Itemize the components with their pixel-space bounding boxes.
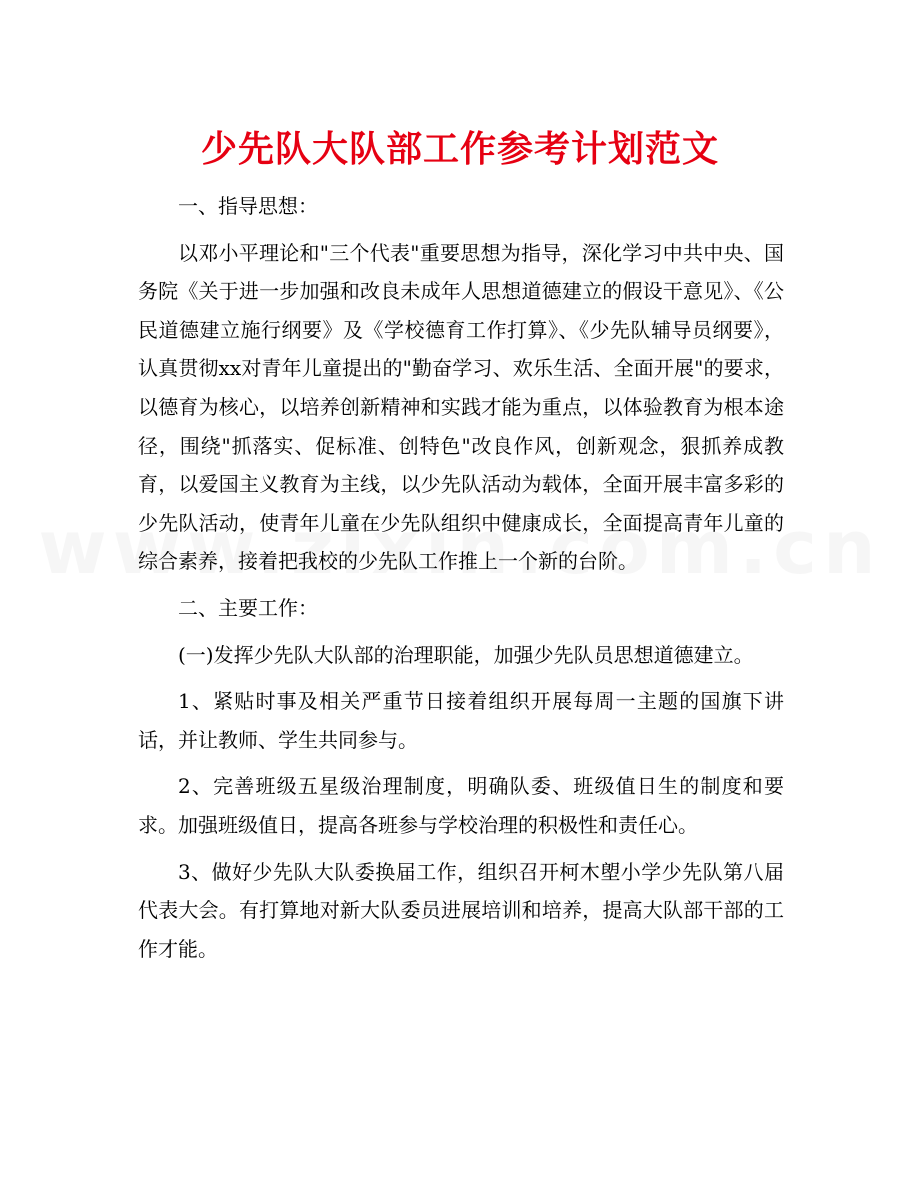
- document-title: 少先队大队部工作参考计划范文: [200, 129, 719, 170]
- subheading-1: (一)发挥少先队大队部的治理职能，加强少先队员思想道德建立。: [178, 642, 754, 667]
- list-item-2: 2、完善班级五星级治理制度，明确队委、班级值日生的制度和要求。加强班级值日，提高各班参与学校治理的积极性和责任心。: [138, 774, 784, 837]
- heading-guiding-thought: 一、指导思想：: [178, 194, 318, 218]
- document-body: [138, 187, 784, 976]
- heading-main-work: 二、主要工作：: [178, 595, 318, 620]
- paragraph-guiding-thought: 以邓小平理论和"三个代表"重要思想为指导，深化学习中共中央、国务院《关于进一步加强和改良未成年人思想道德建立的假设干意见》、《公民道德建立施行纲要》及《学校德育工作打算》、《少先队辅导员纲要》，认真贯彻xx对青年儿童提出的"勤奋学习、欢乐生活、全面开展"的要求，以德育为核心，以培养创新精神和实践才能为重点，以体验教育为根本途径，围绕"抓落实、促标准、创特色"改良作风，创新观念，狠抓养成教育，以爱国主义教育为主线，以少先队活动为载体，全面开展丰富多彩的少先队活动，使青年儿童在少先队组织中健康成长，全面提高青年儿童的综合素养，接着把我校的少先队工作推上一个新的台阶。: [138, 240, 784, 574]
- list-item-1: 1、紧贴时事及相关严重节日接着组织开展每周一主题的国旗下讲话，并让教师、学生共同参与。: [138, 689, 784, 752]
- list-item-3: 3、做好少先队大队委换届工作，组织召开柯木塱小学少先队第八届代表大会。有打算地对新大队委员进展培训和培养，提高大队部干部的工作才能。: [138, 859, 784, 961]
